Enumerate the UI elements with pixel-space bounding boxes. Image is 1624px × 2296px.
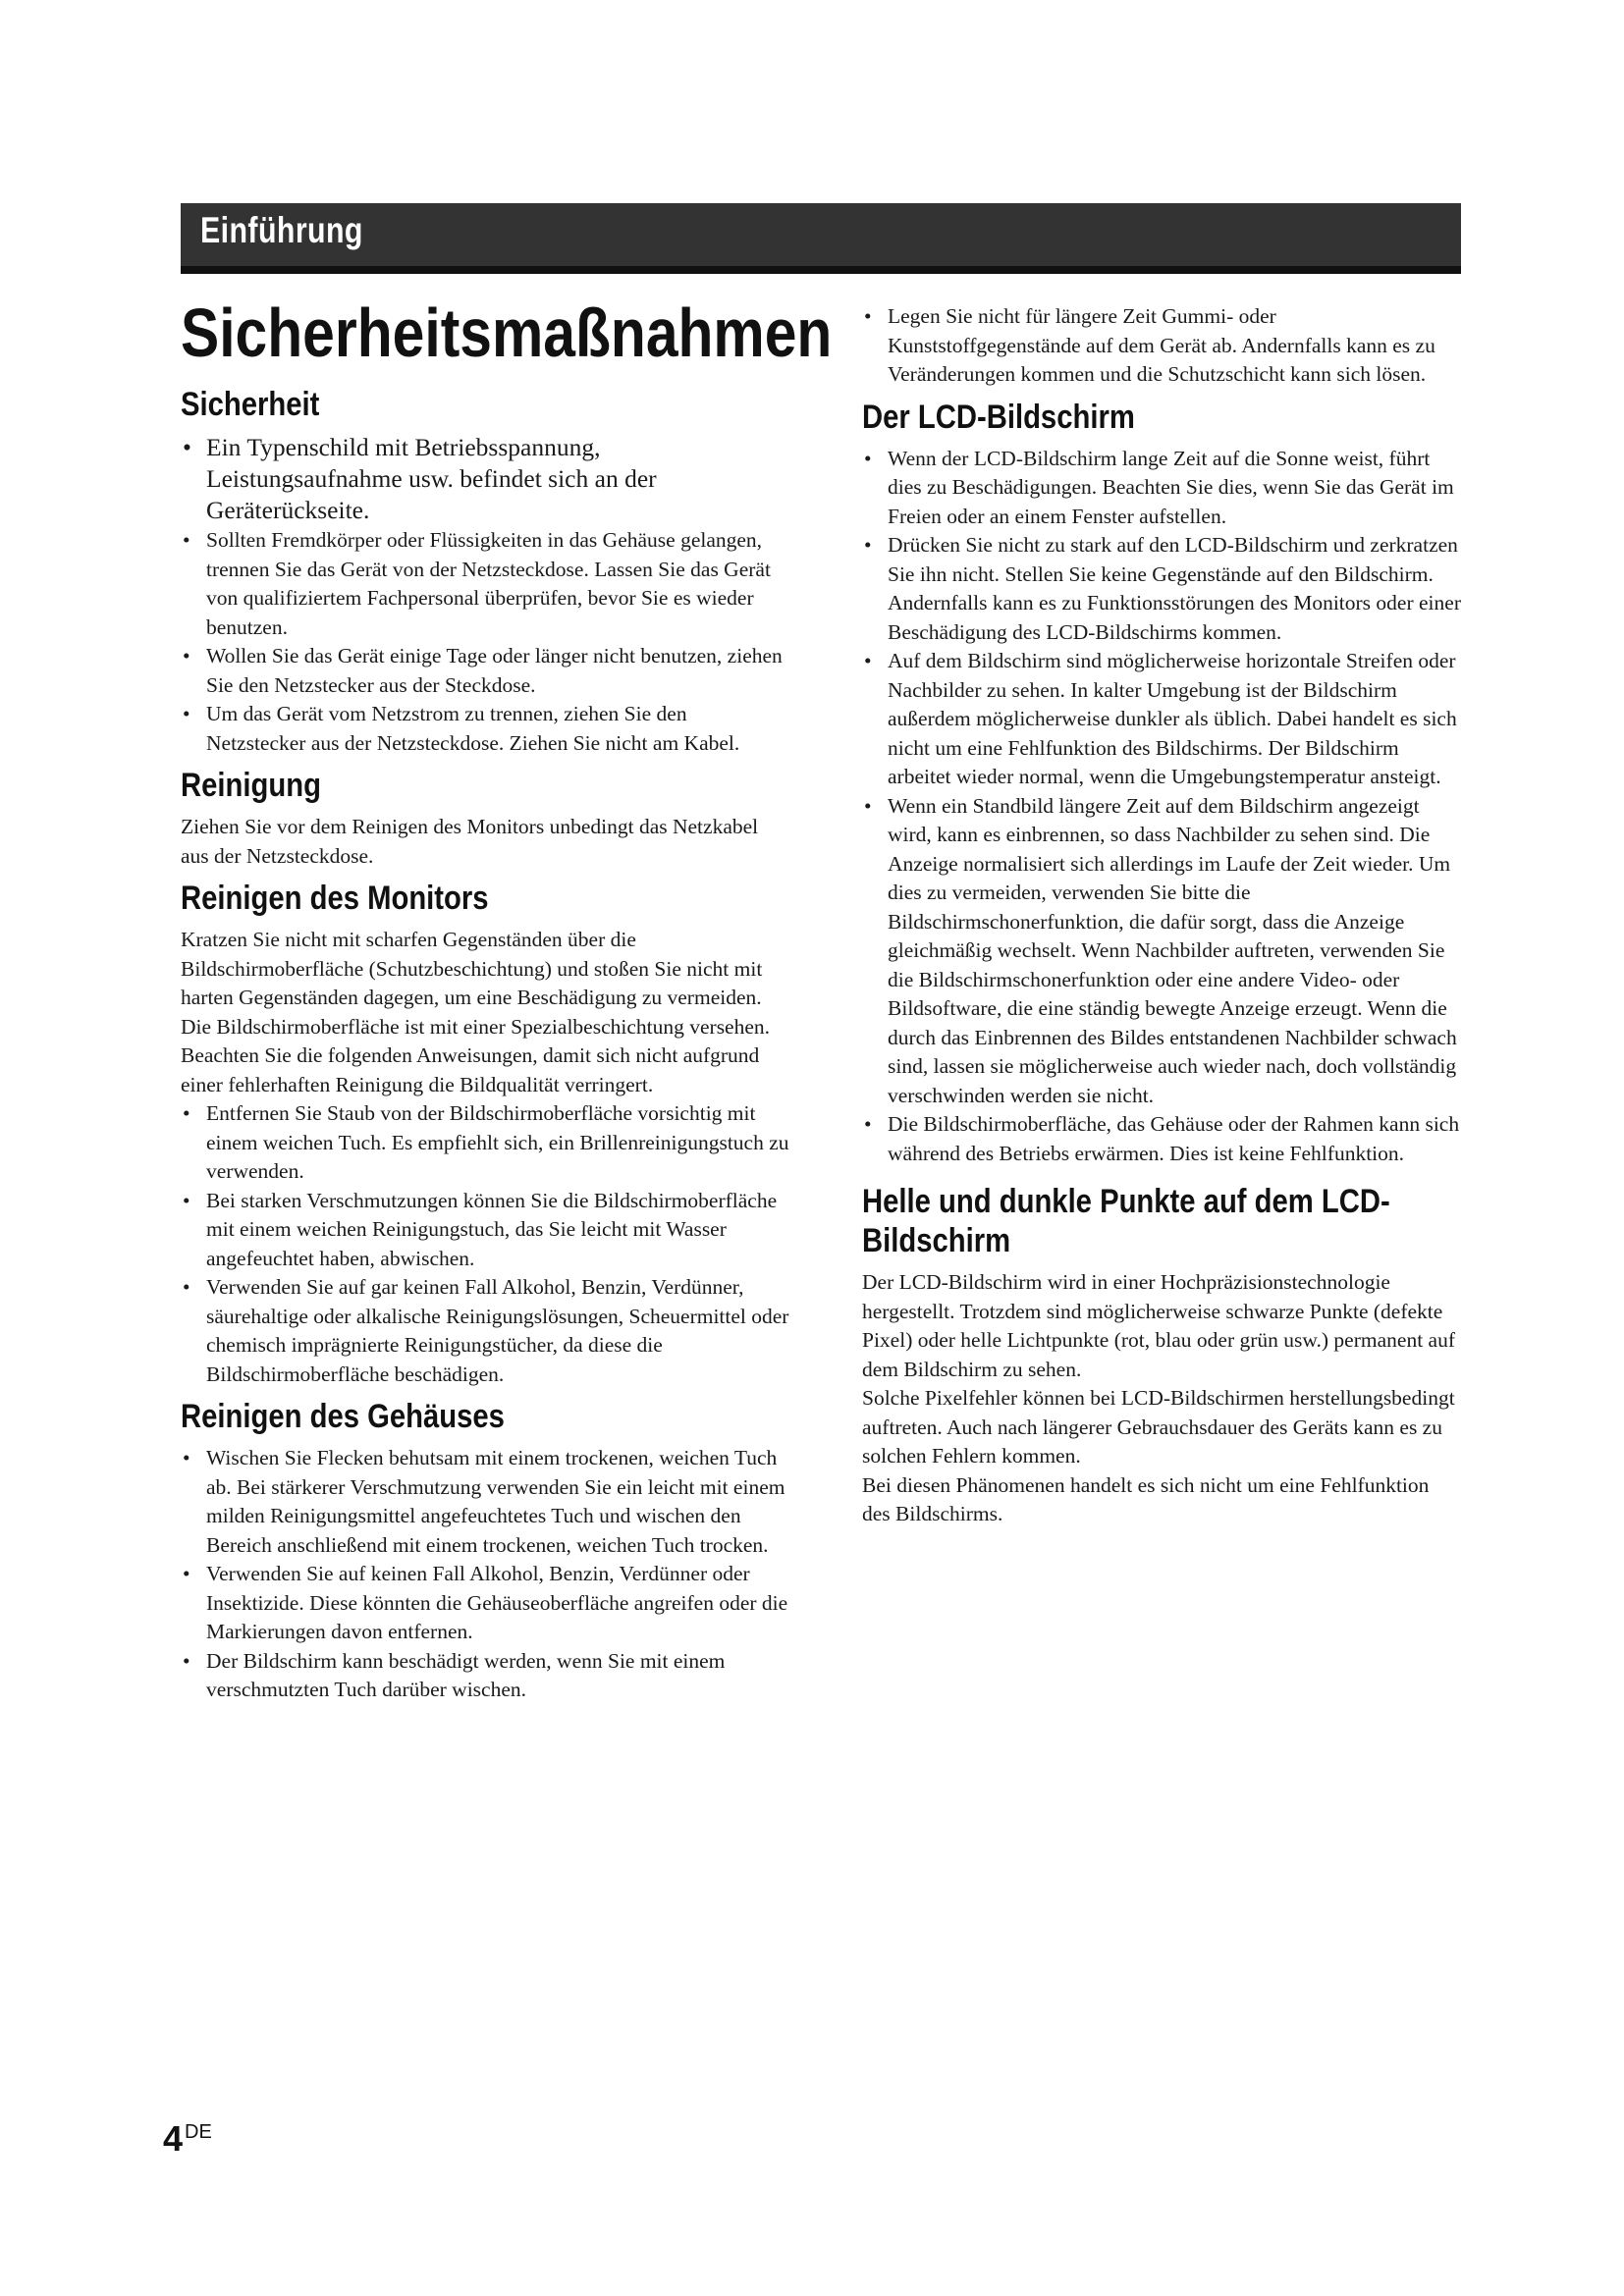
list-item: • Verwenden Sie auf keinen Fall Alkohol, Benzin, Verdünner oder Insektizide. Diese könnten die Gehäuseoberfläche angreifen oder die Markierungen davon entfernen. [181,1560,789,1647]
cleaning-case-heading: Reinigen des Gehäuses [181,1398,505,1435]
list-item: • Ein Typenschild mit Betriebsspannung, Leistungsaufnahme usw. befindet sich an der Geräterückseite. [181,432,789,526]
list-item: • Bei starken Verschmutzungen können Sie die Bildschirmoberfläche mit einem weichen Reinigungstuch, das Sie leicht mit Wasser angefeuchtet haben, abwischen. [181,1187,789,1274]
right-column [862,302,1461,1529]
cleaning-monitor-list [181,1099,789,1389]
language-code: DE [185,2121,212,2143]
page-number-value: 4 [163,2118,184,2159]
list-item: • Wollen Sie das Gerät einige Tage oder länger nicht benutzen, ziehen Sie den Netzstecker aus der Steckdose. [181,642,789,700]
list-item: • Wischen Sie Flecken behutsam mit einem trockenen, weichen Tuch ab. Bei stärkerer Verschmutzung verwenden Sie ein leicht mit einem milden Reinigungsmittel angefeuchtetes Tuch und wischen den Bereich anschließend mit einem trockenen, weichen Tuch trocken. [181,1444,789,1560]
cleaning-text: Ziehen Sie vor dem Reinigen des Monitors unbedingt das Netzkabel aus der Netzsteckdose. [181,815,759,868]
list-item: • Verwenden Sie auf gar keinen Fall Alkohol, Benzin, Verdünner, säurehaltige oder alkalische Reinigungslösungen, Scheuermittel oder chemisch imprägnierte Reinigungstücher, da diese die Bildschirmoberfläche beschädigen. [181,1273,789,1389]
cleaning-monitor-heading: Reinigen des Monitors [181,880,489,917]
paragraph: Beachten Sie die folgenden Anweisungen, damit sich nicht aufgrund einer fehlerhaften Reinigung die Bildqualität verringert. [181,1043,760,1096]
pixels-heading: Helle und dunkle Punkte auf dem LCD-Bildschirm [862,1183,1390,1259]
cleaning-case-list [181,1444,789,1705]
section-label: Einführung [200,210,363,250]
paragraph: Bei diesen Phänomenen handelt es sich nicht um eine Fehlfunktion des Bildschirms. [862,1472,1430,1525]
list-item: • Die Bildschirmoberfläche, das Gehäuse oder der Rahmen kann sich während des Betriebs erwärmen. Dies ist keine Fehlfunktion. [862,1110,1461,1168]
lcd-list [862,445,1461,1169]
list-item: • Der Bildschirm kann beschädigt werden, wenn Sie mit einem verschmutzten Tuch darüber wischen. [181,1647,789,1705]
cleaning-heading: Reinigung [181,767,321,804]
paragraph: Der LCD-Bildschirm wird in einer Hochpräzisionstechnologie hergestellt. Trotzdem sind möglicherweise schwarze Punkte (defekte Pixel) oder helle Lichtpunkte (rot, blau oder grün usw.) permanent auf dem Bildschirm zu sehen. [862,1270,1455,1381]
cleaning-monitor-section [181,879,789,1389]
list-item: • Entfernen Sie Staub von der Bildschirmoberfläche vorsichtig mit einem weichen Tuch. Es empfiehlt sich, ein Brillenreinigungstuch zu verwenden. [181,1099,789,1187]
cleaning-case-section [181,1397,789,1705]
list-item: • Wenn ein Standbild längere Zeit auf dem Bildschirm angezeigt wird, kann es einbrennen, so dass Nachbilder zu sehen sind. Die Anzeige normalisiert sich allerdings im Laufe der Zeit wieder. Um dies zu vermeiden, verwenden Sie bitte die Bildschirmschonerfunktion, die dafür sorgt, dass die Anzeige gleichmäßig wechselt. Wenn Nachbilder auftreten, verwenden Sie die Bildschirmschonerfunktion oder eine andere Video- oder Bildsoftware, die eine ständig bewegte Anzeige erzeugt. Wenn die durch das Einbrennen des Bildes entstandenen Nachbilder schwach sind, lassen sie möglicherweise auch wieder nach, doch vollständig verschwinden werden sie nicht. [862,792,1461,1111]
continued-list [862,302,1461,390]
safety-heading: Sicherheit [181,386,320,423]
safety-list [181,432,789,526]
lcd-heading: Der LCD-Bildschirm [862,398,1135,436]
list-item: • Um das Gerät vom Netzstrom zu trennen, ziehen Sie den Netzstecker aus der Netzsteckdose. Ziehen Sie nicht am Kabel. [181,700,789,758]
paragraph: Kratzen Sie nicht mit scharfen Gegenständen über die Bildschirmoberfläche (Schutzbeschichtung) und stoßen Sie nicht mit harten Gegenständen dagegen, um eine Beschädigung zu vermeiden. [181,928,763,1009]
list-item: • Drücken Sie nicht zu stark auf den LCD-Bildschirm und zerkratzen Sie ihn nicht. Stellen Sie keine Gegenstände auf den Bildschirm. Andernfalls kann es zu Funktionsstörungen des Monitors oder einer Beschädigung des LCD-Bildschirms kommen. [862,531,1461,647]
list-item: • Wenn der LCD-Bildschirm lange Zeit auf die Sonne weist, führt dies zu Beschädigungen. Beachten Sie dies, wenn Sie das Gerät im Freien oder an einem Fenster aufstellen. [862,445,1461,532]
page-title: Sicherheitsmaßnahmen [181,294,833,371]
lcd-section [862,398,1461,1169]
safety-section [181,385,789,758]
cleaning-section [181,766,789,871]
list-item: • Auf dem Bildschirm sind möglicherweise horizontale Streifen oder Nachbilder zu sehen. In kalter Umgebung ist der Bildschirm außerdem möglicherweise dunkler als üblich. Dabei handelt es sich nicht um eine Fehlfunktion des Bildschirms. Der Bildschirm arbeitet wieder normal, wenn die Umgebungstemperatur ansteigt. [862,647,1461,792]
paragraph: Solche Pixelfehler können bei LCD-Bildschirmen herstellungsbedingt auftreten. Auch nach längerer Gebrauchsdauer des Geräts kann es zu solchen Fehlern kommen. [862,1386,1455,1468]
pixels-section [862,1182,1461,1529]
list-item: • Sollten Fremdkörper oder Flüssigkeiten in das Gehäuse gelangen, trennen Sie das Gerät von der Netzsteckdose. Lassen Sie das Gerät von qualifiziertem Fachpersonal überprüfen, bevor Sie es wieder benutzen. [181,526,789,642]
list-item: • Legen Sie nicht für längere Zeit Gummi- oder Kunststoffgegenstände auf dem Gerät ab. Andernfalls kann es zu Veränderungen kommen und die Schutzschicht kann sich lösen. [862,302,1461,390]
left-column [181,294,833,1705]
paragraph: Die Bildschirmoberfläche ist mit einer Spezialbeschichtung versehen. [181,1014,771,1039]
page-number [163,2118,212,2160]
safety-list-continued [181,526,789,758]
section-header-bar [181,203,1461,274]
